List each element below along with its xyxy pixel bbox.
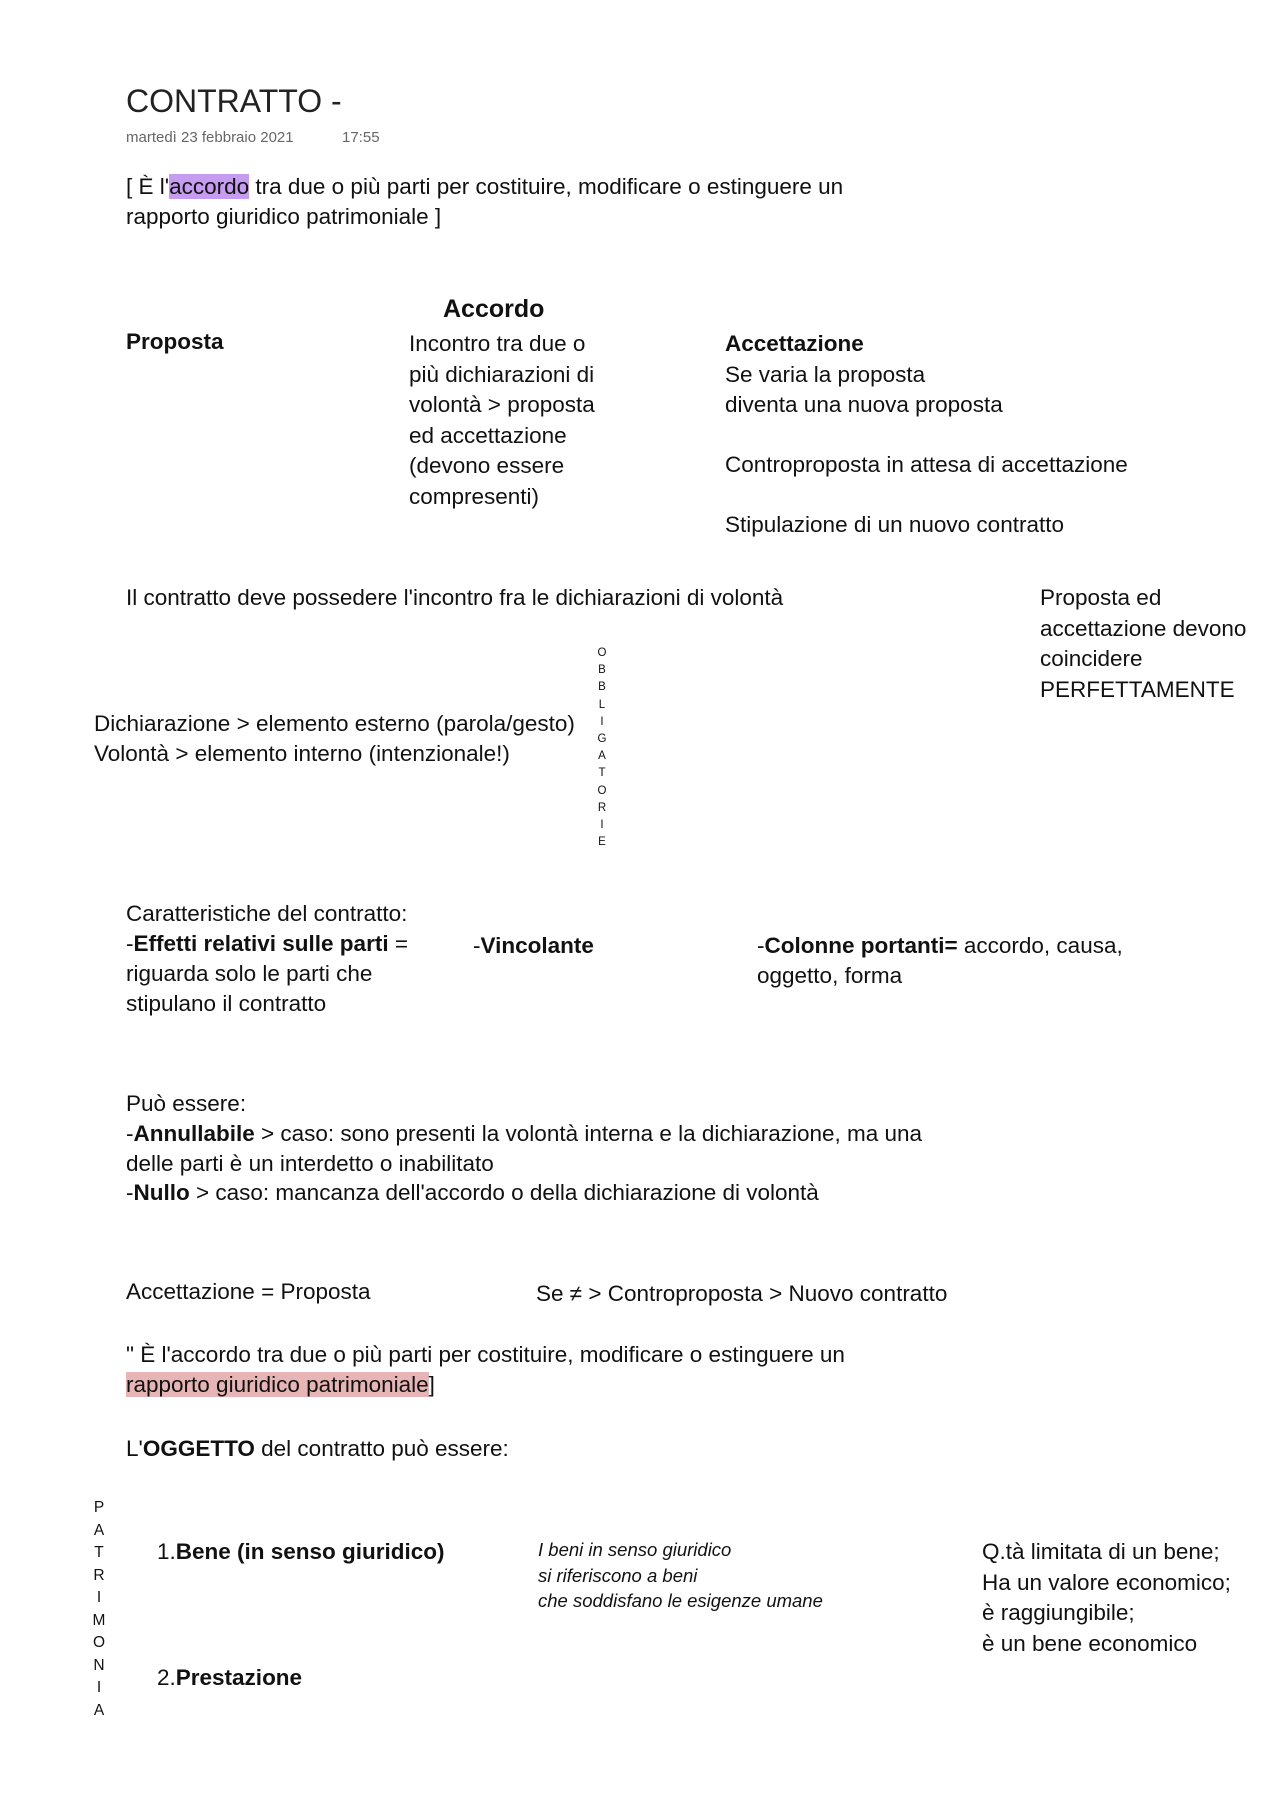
vertical-letter: R: [597, 801, 607, 814]
prestazione-item: [157, 1663, 302, 1694]
equazione-right: Se ≠ > Controproposta > Nuovo contratto: [536, 1281, 948, 1306]
volonta-line: Volontà > elemento interno (intenzionale!): [94, 741, 510, 766]
coincidere-line: coincidere: [1040, 646, 1143, 671]
vertical-letter: R: [93, 1566, 105, 1584]
bene-note-line: I beni in senso giuridico: [538, 1539, 732, 1560]
vertical-letter: I: [600, 715, 604, 728]
caratteristiche-heading: Caratteristiche del contratto:: [126, 901, 408, 926]
vertical-letter: L: [598, 698, 606, 711]
effetti-line-1: -Effetti relativi sulle parti =: [126, 931, 408, 956]
colonne-line-1: -Colonne portanti= accordo, causa,: [757, 933, 1123, 958]
puo-essere-heading: Può essere:: [126, 1091, 247, 1116]
oggetto-rest: del contratto può essere:: [254, 1436, 509, 1461]
oggetto-heading: [126, 1434, 509, 1465]
coincidere-note: [1040, 583, 1246, 705]
accettazione-block: [725, 329, 1003, 421]
bene-property: è un bene economico: [982, 1630, 1198, 1656]
vertical-letter: B: [598, 664, 606, 677]
vertical-letter: B: [598, 681, 606, 694]
vertical-letter: I: [96, 1679, 102, 1696]
accordo-line: (devono essere: [409, 453, 565, 478]
accordo-line: ed accettazione: [409, 422, 567, 448]
definition2-close: ]: [428, 1372, 435, 1397]
vertical-letter: I: [96, 1589, 102, 1606]
colonne-line-2: oggetto, forma: [757, 963, 903, 988]
prestazione-label: Prestazione: [175, 1665, 303, 1690]
bene-number: 1.: [157, 1539, 176, 1564]
vertical-letter: A: [93, 1521, 105, 1539]
definition-open: [ È l': [126, 174, 170, 199]
accettazione-line: diventa una nuova proposta: [725, 392, 1003, 417]
accordo-line: compresenti): [409, 483, 540, 509]
vertical-letter: I: [600, 819, 604, 832]
incontro-text: Il contratto deve possedere l'incontro fra le dichiarazioni di volontà: [126, 585, 784, 610]
page-title: CONTRATTO -: [126, 83, 342, 119]
effetti-rest: =: [388, 931, 408, 956]
vertical-letter: A: [598, 750, 606, 763]
nullo-rest: > caso: mancanza dell'accordo o della dichiarazione di volontà: [189, 1180, 819, 1205]
effetti-bold: Effetti relativi sulle parti: [133, 931, 389, 956]
bene-properties: [982, 1537, 1231, 1659]
annullabile-rest: > caso: sono presenti la volontà interna e la dichiarazione, ma una: [254, 1121, 923, 1146]
highlight-rapporto: rapporto giuridico patrimoniale: [126, 1372, 429, 1397]
definition2-line-2: [126, 1370, 435, 1401]
colonne-bold: Colonne portanti=: [764, 933, 958, 958]
patrimonia-vertical-label: [89, 1497, 109, 1722]
nullo-line: -Nullo > caso: mancanza dell'accordo o della dichiarazione di volontà: [126, 1180, 819, 1205]
vincolante-bold: Vincolante: [480, 933, 594, 958]
controproposta-text: Controproposta in attesa di accettazione: [725, 452, 1128, 477]
annullabile-line-2: delle parti è un interdetto o inabilitato: [126, 1151, 494, 1176]
vertical-letter: T: [598, 767, 606, 780]
accettazione-line: Se varia la proposta: [725, 361, 926, 387]
highlight-accordo: accordo: [169, 174, 250, 199]
stipulazione-text: Stipulazione di un nuovo contratto: [725, 512, 1064, 537]
accordo-line: volontà > proposta: [409, 392, 595, 417]
bene-note-line: si riferiscono a beni: [538, 1564, 698, 1586]
oggetto-bold: OGGETTO: [142, 1436, 255, 1461]
equazione-left: Accettazione = Proposta: [126, 1279, 371, 1304]
bene-note-line: che soddisfano le esigenze umane: [538, 1590, 823, 1611]
coincidere-line: Proposta ed: [1040, 585, 1162, 610]
accordo-heading: Accordo: [443, 295, 545, 323]
accordo-description: [409, 329, 595, 512]
vertical-letter: O: [597, 647, 607, 659]
effetti-line-3: stipulano il contratto: [126, 991, 327, 1016]
vertical-letter: G: [597, 733, 607, 746]
annullabile-bold: Annullabile: [133, 1121, 255, 1146]
colonne-rest: accordo, causa,: [957, 933, 1123, 958]
definition-line-1: [126, 172, 843, 203]
bene-property: Ha un valore economico;: [982, 1569, 1231, 1595]
bene-note: [538, 1537, 823, 1614]
vertical-letter: T: [94, 1544, 104, 1561]
bene-property: Q.tà limitata di un bene;: [982, 1539, 1220, 1564]
vertical-letter: P: [93, 1499, 105, 1516]
accordo-line: Incontro tra due o: [409, 331, 586, 356]
vincolante-item: -Vincolante: [473, 933, 594, 958]
accettazione-heading: Accettazione: [725, 331, 864, 356]
proposta-label: Proposta: [126, 329, 224, 354]
nullo-bold: Nullo: [133, 1180, 190, 1205]
vertical-letter: N: [93, 1656, 105, 1674]
vertical-letter: A: [93, 1701, 105, 1719]
effetti-line-2: riguarda solo le parti che: [126, 961, 373, 986]
note-time: 17:55: [342, 129, 380, 146]
bene-property: è raggiungibile;: [982, 1600, 1135, 1625]
oggetto-pre: L': [126, 1436, 143, 1461]
bene-item: [157, 1537, 445, 1568]
obbligatorie-vertical-label: [595, 645, 609, 851]
vertical-letter: M: [92, 1611, 106, 1629]
prestazione-number: 2.: [157, 1665, 176, 1690]
definition2-line-1: " È l'accordo tra due o più parti per costituire, modificare o estinguere un: [126, 1342, 845, 1367]
coincidere-line: accettazione devono: [1040, 615, 1247, 641]
accordo-line: più dichiarazioni di: [409, 361, 595, 387]
bene-label: Bene (in senso giuridico): [175, 1539, 445, 1564]
note-date: martedì 23 febbraio 2021: [126, 129, 294, 146]
dichiarazione-line: Dichiarazione > elemento esterno (parola/gesto): [94, 711, 575, 736]
definition-line-2: rapporto giuridico patrimoniale ]: [126, 204, 442, 229]
coincidere-line: PERFETTAMENTE: [1040, 676, 1235, 702]
vertical-letter: O: [92, 1634, 106, 1651]
annullabile-line-1: -Annullabile > caso: sono presenti la volontà interna e la dichiarazione, ma una: [126, 1121, 923, 1146]
definition-rest: tra due o più parti per costituire, modificare o estinguere un: [249, 174, 844, 199]
vertical-letter: O: [597, 784, 607, 797]
vertical-letter: E: [598, 836, 606, 849]
